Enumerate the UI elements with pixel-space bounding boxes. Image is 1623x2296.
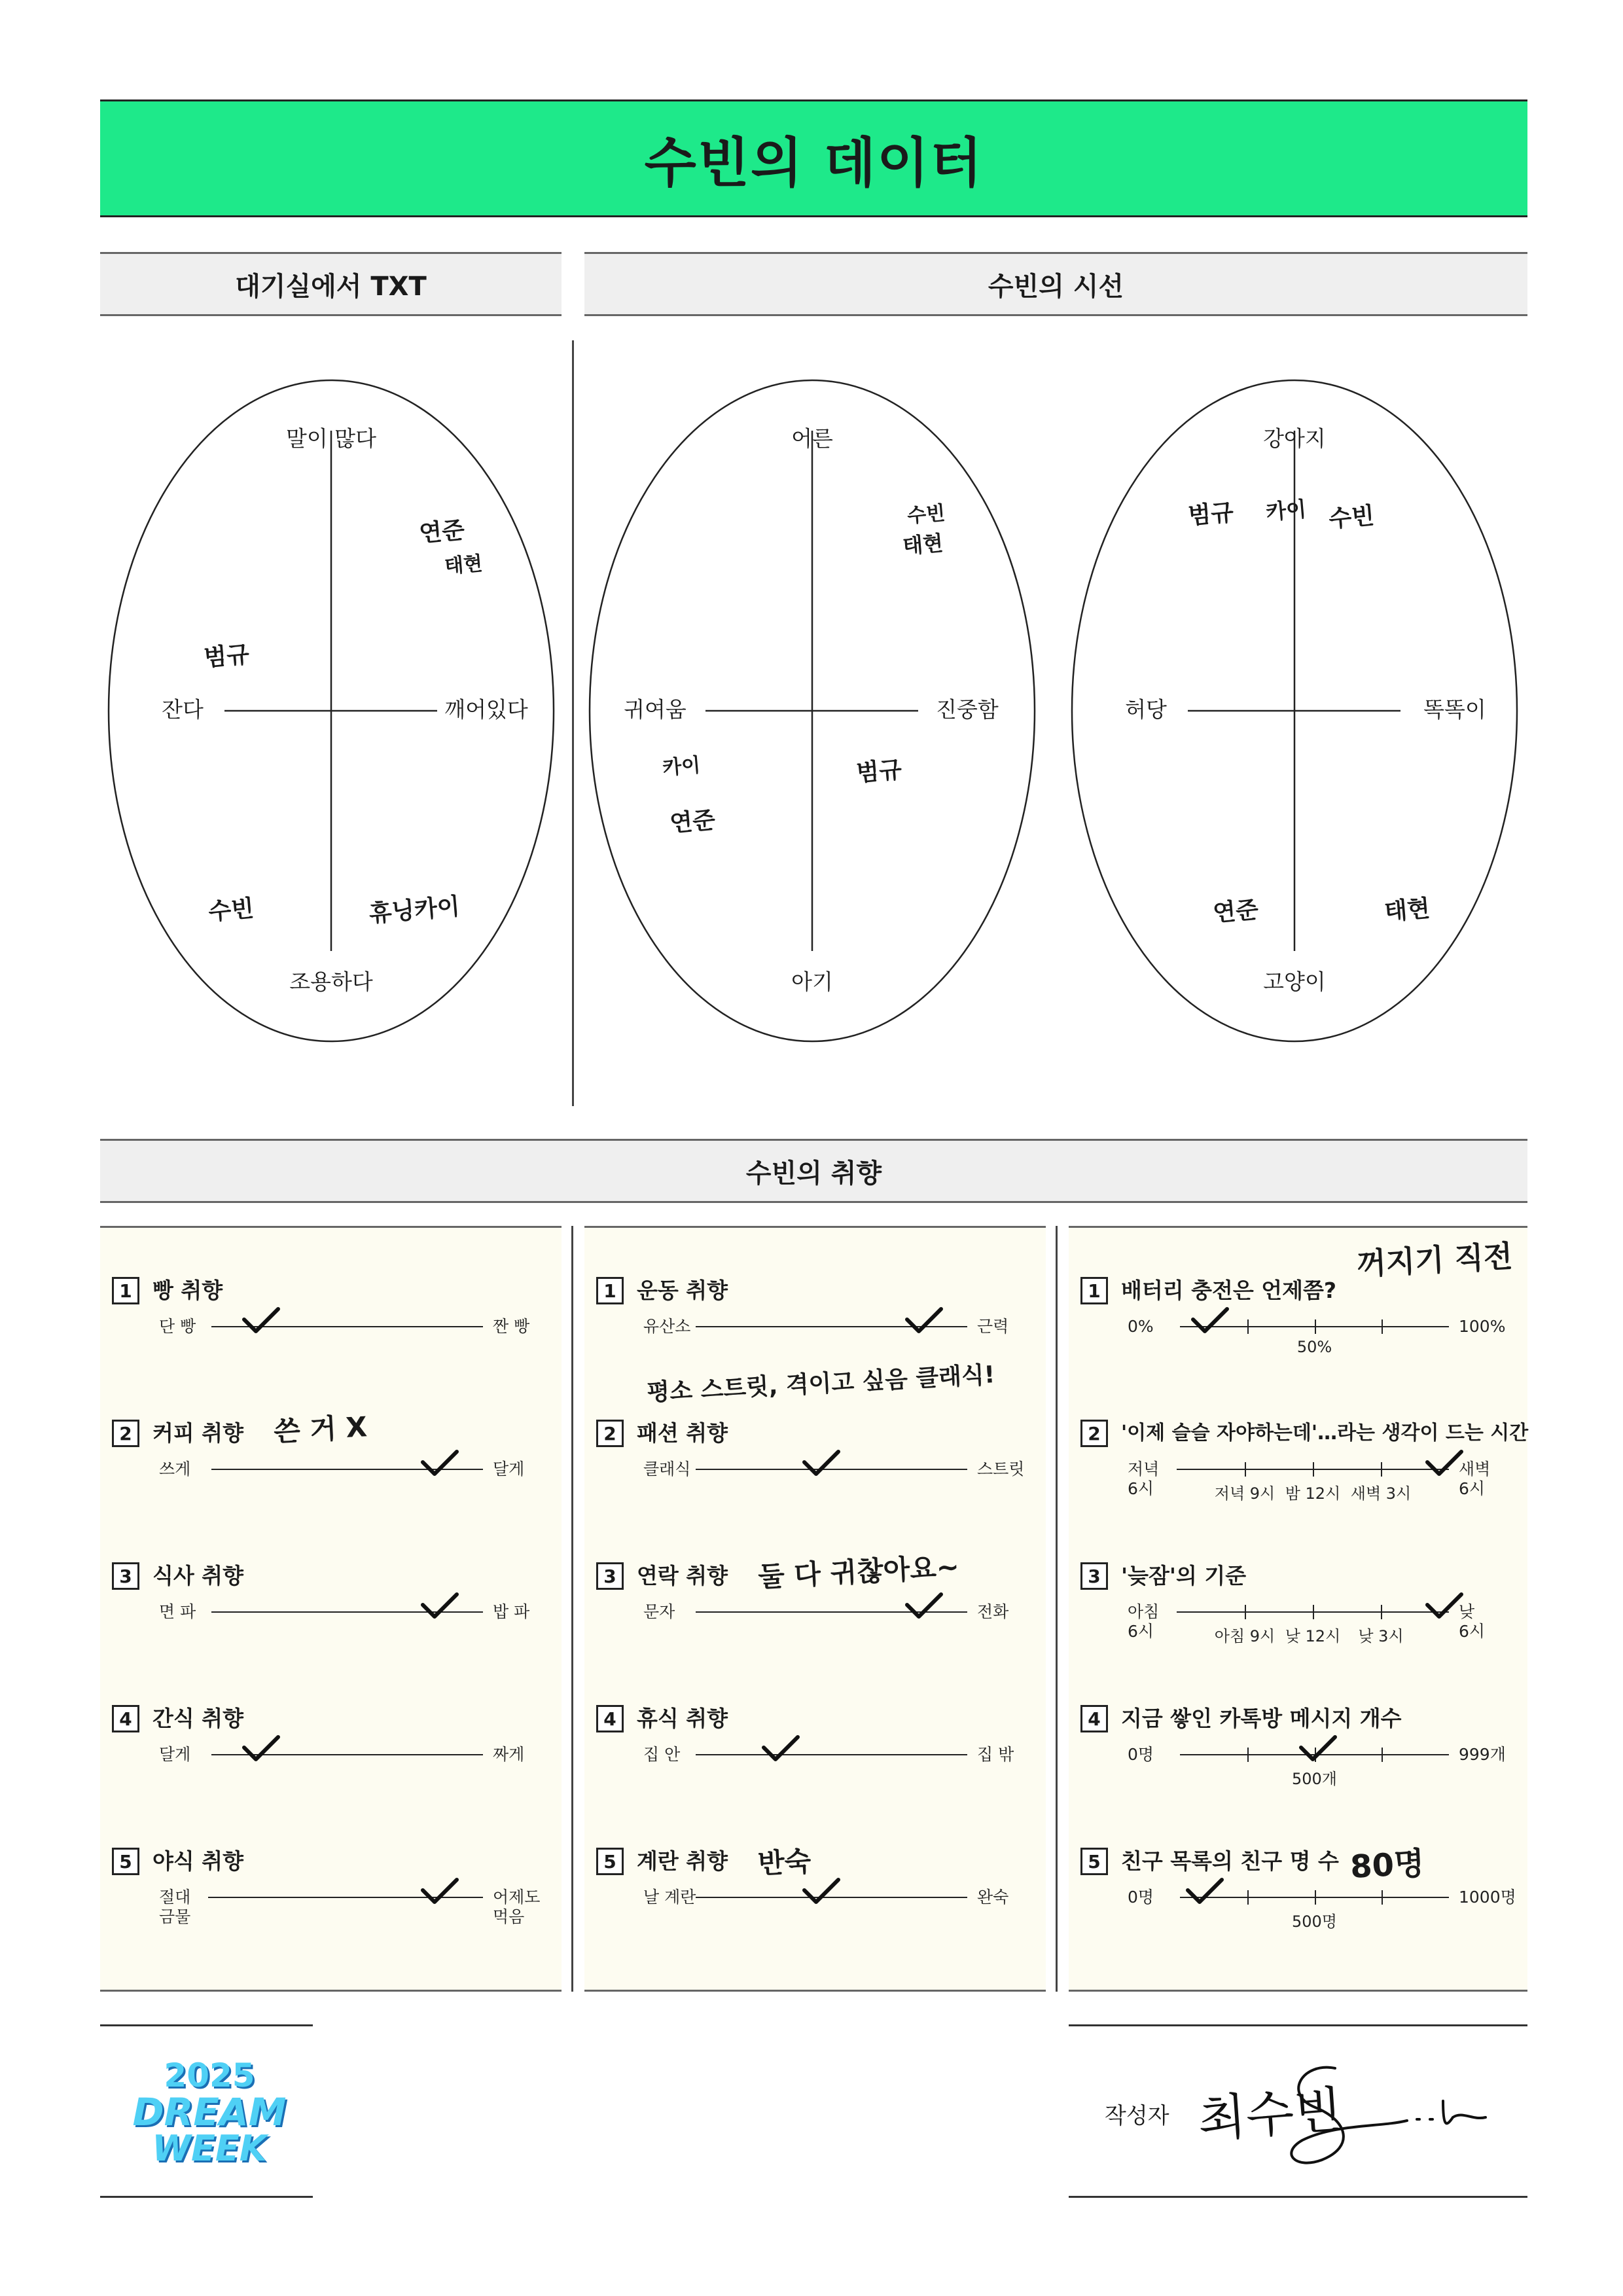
item-number: 4 [112, 1705, 139, 1732]
page-title: 수빈의 데이터 [644, 132, 984, 194]
scale-right-label: 완숙 [977, 1888, 1009, 1907]
item-title: 계란 취향 [637, 1848, 728, 1874]
scale-tick [1245, 1462, 1246, 1477]
scale-line [696, 1754, 967, 1755]
section-header-prefs [100, 1139, 1527, 1203]
member-mark: 태현 [901, 530, 944, 559]
scale-right-label: 짠 빵 [493, 1317, 530, 1336]
scale-right-label: 1000명 [1459, 1888, 1516, 1907]
dream-week-logo [118, 2058, 301, 2170]
item-title: 휴식 취향 [637, 1706, 728, 1731]
item-title: 빵 취향 [152, 1278, 223, 1303]
scale-left-label: 단 빵 [159, 1317, 196, 1336]
check-mark-icon [420, 1876, 459, 1906]
scale-tick [1315, 1890, 1316, 1905]
scale-left-label: 0% [1128, 1317, 1154, 1336]
item-title: 간식 취향 [152, 1706, 244, 1731]
item-number: 5 [112, 1848, 139, 1875]
axis-left-label: 허당 [1125, 696, 1167, 723]
item-number: 1 [596, 1277, 624, 1304]
section-title: 대기실에서 TXT [235, 271, 427, 302]
preference-item [584, 1844, 1046, 1979]
preference-item [1069, 1562, 1527, 1693]
axis-top-label: 강아지 [1263, 425, 1326, 452]
section-header-gaze [584, 252, 1527, 316]
item-title: '이제 슬슬 자야하는데'…라는 생각이 드는 시간 [1121, 1422, 1529, 1444]
preference-item [1069, 1845, 1527, 1979]
scale-right-label: 집 밖 [977, 1745, 1014, 1764]
scale-left-label: 0명 [1128, 1888, 1154, 1907]
scale-right-label: 스트릿 [977, 1460, 1025, 1479]
item-title: 야식 취향 [152, 1848, 244, 1874]
handwritten-note: 둘 다 귀찮아요~ [757, 1550, 961, 1594]
scale-left-label: 클래식 [643, 1460, 691, 1479]
scale-right-label: 새벽 6시 [1459, 1460, 1491, 1498]
item-title: 운동 취향 [637, 1278, 728, 1303]
item-number: 5 [1080, 1848, 1108, 1875]
scale-left-label: 아침 6시 [1128, 1602, 1160, 1641]
scale-tick [1315, 1319, 1316, 1334]
scale-tick-label: 아침 9시 [1214, 1627, 1275, 1645]
preference-item [100, 1277, 562, 1408]
scale-tick [1313, 1462, 1314, 1477]
item-title: 연락 취향 [637, 1563, 728, 1588]
column-divider [571, 1226, 573, 1992]
scale-right-label: 달게 [493, 1460, 525, 1479]
quadrant-chart-1 [107, 378, 556, 1043]
axis-top-label: 말이 많다 [285, 425, 377, 452]
footer-rule [1069, 2024, 1527, 2026]
section-title: 수빈의 시선 [988, 271, 1124, 302]
scale-left-label: 문자 [643, 1602, 675, 1621]
member-mark: 태현 [443, 552, 484, 579]
scale-tick [1247, 1890, 1249, 1905]
scale-left-label: 절대 금물 [159, 1888, 191, 1926]
quadrant-chart-2 [588, 378, 1037, 1043]
footer-rule [1069, 2196, 1527, 2198]
preference-item [100, 1410, 562, 1551]
scale-tick-label: 낮 3시 [1358, 1627, 1404, 1645]
item-title: 식사 취향 [152, 1563, 244, 1588]
scale-left-label: 면 파 [159, 1602, 196, 1621]
scale-right-label: 999개 [1459, 1745, 1506, 1764]
member-mark: 범규 [855, 756, 903, 787]
item-title: 패션 취향 [637, 1420, 728, 1446]
column-divider [572, 340, 574, 1106]
item-number: 3 [596, 1562, 624, 1590]
member-mark: 휴닝카이 [368, 893, 461, 928]
logo-year: 2025 [164, 2056, 255, 2094]
scale-left-label: 유산소 [643, 1317, 691, 1336]
scale-tick [1245, 1605, 1246, 1619]
scale-tick-label: 새벽 3시 [1350, 1484, 1412, 1503]
item-title: 지금 쌓인 카톡방 메시지 개수 [1121, 1706, 1402, 1731]
item-number: 4 [1080, 1705, 1108, 1732]
check-mark-icon [241, 1305, 281, 1335]
preference-item [584, 1277, 1046, 1408]
member-mark: 범규 [202, 641, 251, 672]
scale-tick-label: 500명 [1292, 1912, 1337, 1931]
member-mark: 수빈 [1327, 502, 1376, 533]
scale-right-label: 전화 [977, 1602, 1009, 1621]
member-mark: 수빈 [207, 895, 255, 926]
item-number: 4 [596, 1705, 624, 1732]
logo-line1: DREAM [132, 2090, 287, 2134]
scale-tick-label: 밤 12시 [1285, 1484, 1341, 1503]
item-number: 3 [1080, 1562, 1108, 1590]
member-mark: 연준 [418, 516, 466, 548]
check-mark-icon [420, 1590, 459, 1621]
scale-tick [1382, 1890, 1383, 1905]
scale-left-label: 0명 [1128, 1745, 1154, 1764]
author-label: 작성자 [1105, 2103, 1169, 2129]
scale-left-label: 집 안 [643, 1745, 681, 1764]
scale-tick [1247, 1319, 1249, 1334]
preference-item [1069, 1705, 1527, 1836]
column-divider [1056, 1226, 1058, 1992]
preference-item [1069, 1238, 1527, 1408]
axis-right-label: 깨어있다 [444, 696, 528, 723]
scale-left-label: 저녁 6시 [1128, 1460, 1160, 1498]
member-mark: 태현 [1383, 895, 1431, 926]
author-name: 최수빈 [1196, 2080, 1344, 2149]
axis-bottom-label: 고양이 [1263, 969, 1326, 995]
preference-item [584, 1550, 1046, 1693]
check-mark-icon [904, 1590, 944, 1621]
check-mark-icon [420, 1448, 459, 1478]
scale-right-label: 어제도 먹음 [493, 1888, 541, 1926]
prefs-column-3 [1069, 1226, 1527, 1992]
item-title: 커피 취향 [152, 1420, 244, 1446]
axis-top-label: 어른 [791, 425, 833, 452]
handwritten-note: 쓴 거 X [272, 1410, 368, 1448]
item-title: 친구 목록의 친구 명 수 [1121, 1848, 1339, 1874]
check-mark-icon [1190, 1305, 1230, 1335]
preference-item [584, 1420, 1046, 1551]
axis-right-label: 똑똑이 [1423, 696, 1486, 723]
scale-right-label: 근력 [977, 1317, 1009, 1336]
quadrant-chart-3 [1070, 378, 1519, 1043]
check-mark-icon [802, 1876, 841, 1906]
check-mark-icon [761, 1733, 800, 1763]
preference-item [1069, 1420, 1527, 1551]
scale-tick [1382, 1748, 1383, 1762]
footer-rule [100, 2196, 313, 2198]
axis-bottom-label: 조용하다 [289, 969, 373, 995]
scale-left-label: 날 계란 [643, 1888, 696, 1907]
scale-tick [1381, 1605, 1382, 1619]
preference-item [100, 1705, 562, 1836]
check-mark-icon [802, 1448, 841, 1478]
scale-tick [1381, 1462, 1382, 1477]
handwritten-note: 평소 스트릿, 격이고 싶음 클래식! [646, 1361, 996, 1407]
item-number: 3 [112, 1562, 139, 1590]
member-mark: 수빈 [906, 501, 946, 528]
scale-right-label: 낮 6시 [1459, 1602, 1486, 1641]
axis-right-label: 진중함 [936, 696, 999, 723]
check-mark-icon [904, 1305, 944, 1335]
preference-item [100, 1848, 562, 1979]
scale-tick [1382, 1319, 1383, 1334]
scale-right-label: 100% [1459, 1317, 1506, 1336]
item-number: 2 [596, 1420, 624, 1447]
preference-item [100, 1562, 562, 1693]
item-title: 배터리 충전은 언제쯤? [1121, 1278, 1337, 1303]
section-title: 수빈의 취향 [745, 1158, 882, 1189]
item-number: 5 [596, 1848, 624, 1875]
scale-tick-label: 저녁 9시 [1214, 1484, 1275, 1503]
handwritten-note: 80명 [1349, 1845, 1425, 1886]
member-mark: 카이 [1264, 496, 1308, 525]
scale-right-label: 밥 파 [493, 1602, 530, 1621]
footer-rule [100, 2024, 313, 2026]
preference-item [584, 1705, 1046, 1836]
member-mark: 카이 [661, 753, 702, 780]
check-mark-icon [1185, 1876, 1224, 1906]
item-number: 1 [1080, 1277, 1108, 1304]
scale-left-label: 쓰게 [159, 1460, 191, 1479]
scale-right-label: 짜게 [493, 1745, 525, 1764]
scale-tick [1247, 1748, 1249, 1762]
scale-left-label: 달게 [159, 1745, 191, 1764]
member-mark: 연준 [668, 806, 717, 838]
handwritten-note: 꺼지기 직전 [1355, 1238, 1514, 1282]
signature-icon [1276, 2055, 1492, 2173]
axis-left-label: 잔다 [162, 696, 204, 723]
item-number: 1 [112, 1277, 139, 1304]
axis-left-label: 귀여움 [624, 696, 687, 723]
section-header-txt [100, 252, 562, 316]
axis-bottom-label: 아기 [791, 969, 833, 995]
item-title: '늦잠'의 기준 [1121, 1563, 1247, 1588]
item-number: 2 [1080, 1420, 1108, 1447]
item-number: 2 [112, 1420, 139, 1447]
check-mark-icon [1425, 1448, 1464, 1478]
member-mark: 연준 [1211, 896, 1260, 927]
handwritten-note: 반숙 [757, 1844, 812, 1880]
prefs-column-1 [100, 1226, 562, 1992]
member-mark: 범규 [1186, 499, 1235, 530]
prefs-column-2 [584, 1226, 1046, 1992]
scale-tick-label: 낮 12시 [1285, 1627, 1341, 1645]
scale-tick-label: 500개 [1292, 1770, 1337, 1788]
check-mark-icon [1425, 1590, 1464, 1621]
title-banner [100, 99, 1527, 217]
scale-tick [1313, 1605, 1314, 1619]
logo-line2: WEEK [152, 2128, 267, 2169]
scale-tick-label: 50% [1296, 1338, 1332, 1356]
check-mark-icon [241, 1733, 281, 1763]
check-mark-icon [1298, 1733, 1338, 1763]
